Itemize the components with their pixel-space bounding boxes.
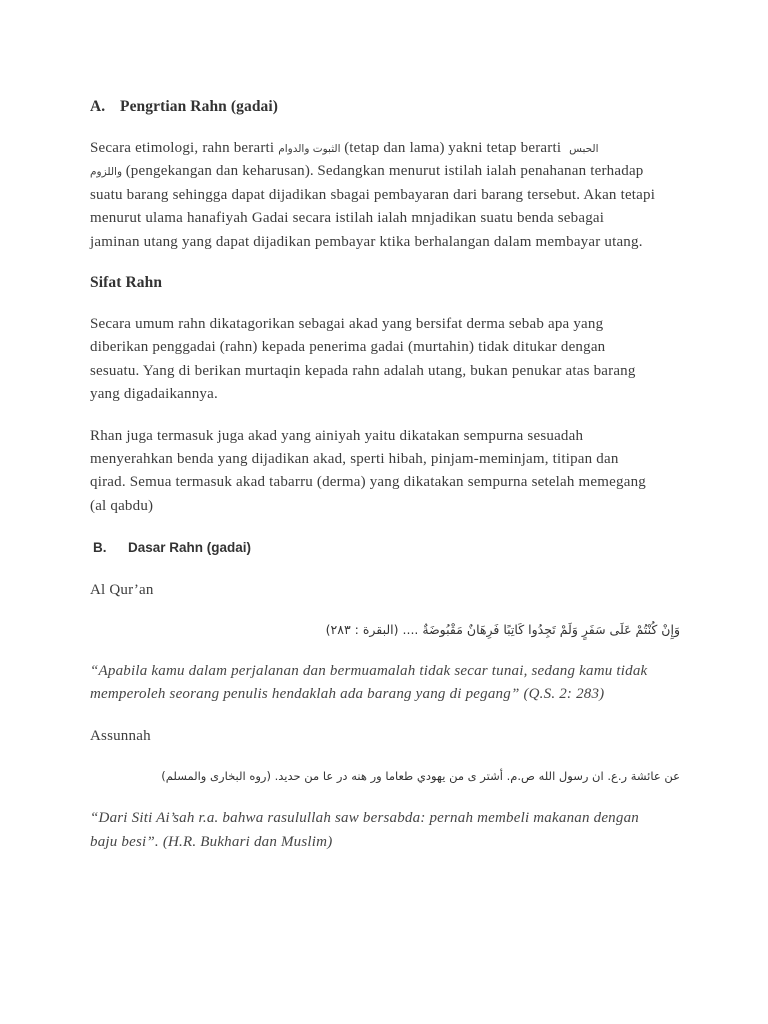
- sifat-paragraph-1-line-1: Secara umum rahn dikatagorikan sebagai akad yang bersifat derma sebab apa yang: [90, 316, 604, 332]
- etimologi-text-start: Secara etimologi, rahn berarti: [90, 140, 279, 156]
- quran-label: Al Qur’an: [90, 582, 154, 598]
- etimologi-text-middle: (tetap dan lama) yakni tetap berarti: [340, 140, 570, 156]
- section-a-heading: [90, 97, 390, 117]
- sifat-paragraph-2-line-1: Rhan juga termasuk juga akad yang ainiyah yaitu dikatakan sempurna sesuadah: [90, 428, 584, 444]
- section-b-heading: [93, 538, 393, 558]
- sunnah-arabic-hadith: عن عائشة ر.ع. ان رسول الله ص.م. أشتر ى من يهودي طعاما ور هنه در عا من حديد. (روه البخارى والمسلم): [161, 769, 680, 783]
- sifat-paragraph-2-line-2: menyerahkan benda yang dijadikan akad, sperti hibah, pinjam-meminjam, titipan dan: [90, 451, 619, 467]
- sunnah-translation-line-2: baju besi”. (H.R. Bukhari dan Muslim): [90, 834, 333, 850]
- etimologi-line-4: menurut ulama hanafiyah Gadai secara istilah ialah mnjadikan suatu benda sebagai: [90, 210, 605, 226]
- section-a-title: Pengrtian Rahn (gadai): [120, 98, 279, 115]
- etimologi-line-2-text: (pengekangan dan keharusan). Sedangkan menurut istilah ialah penahanan terhadap: [122, 163, 644, 179]
- sifat-paragraph-1-line-4: yang digadaikannya.: [90, 386, 218, 402]
- sifat-rahn-heading: Sifat Rahn: [90, 274, 163, 291]
- arabic-term-luzum: واللزوم: [90, 166, 123, 178]
- section-b-number: B.: [93, 540, 107, 555]
- quran-translation-line-2: memperoleh seorang penulis hendaklah ada barang yang di pegang” (Q.S. 2: 283): [90, 686, 605, 702]
- quran-arabic-verse: وَإِنْ كُنْتُمْ عَلَى سَفَرٍ وَلَمْ تَجِدُوا كَاتِبًا فَرِهَانٌ مَقْبُوضَةٌ .... (البقرة : ٢٨٣): [325, 622, 680, 637]
- sunnah-label: Assunnah: [90, 728, 151, 744]
- arabic-term-habs: الحبس: [569, 143, 599, 155]
- etimologi-line-5: jaminan utang yang dapat dijadikan pembayar ktika berhalangan dalam membayar utang.: [90, 234, 643, 250]
- sifat-paragraph-2-line-4: (al qabdu): [90, 498, 154, 514]
- sunnah-translation-line-1: “Dari Siti Ai’sah r.a. bahwa rasulullah saw bersabda: pernah membeli makanan dengan: [90, 810, 639, 826]
- sifat-paragraph-2-line-3: qirad. Semua termasuk akad tabarru (derma) yang dikatakan sempurna setelah memegang: [90, 474, 646, 490]
- section-b-title: Dasar Rahn (gadai): [128, 540, 252, 555]
- etimologi-line-1: [90, 138, 599, 159]
- sifat-paragraph-1-line-2: diberikan penggadai (rahn) kepada penerima gadai (murtahin) tidak ditukar dengan: [90, 339, 606, 355]
- section-a-number: A.: [90, 98, 106, 115]
- arabic-term-tsubut: الثبوت والدوام: [278, 143, 341, 155]
- sifat-paragraph-1-line-3: sesuatu. Yang di berikan murtaqin kepada rahn adalah utang, bukan penukar atas barang: [90, 363, 636, 379]
- etimologi-line-2: [90, 161, 644, 182]
- etimologi-line-3: suatu barang sehingga dapat dijadikan sbagai pembayaran dari barang tersebut. Akan tetapi: [90, 187, 656, 203]
- quran-translation-line-1: “Apabila kamu dalam perjalanan dan bermuamalah tidak secar tunai, sedang kamu tidak: [90, 663, 648, 679]
